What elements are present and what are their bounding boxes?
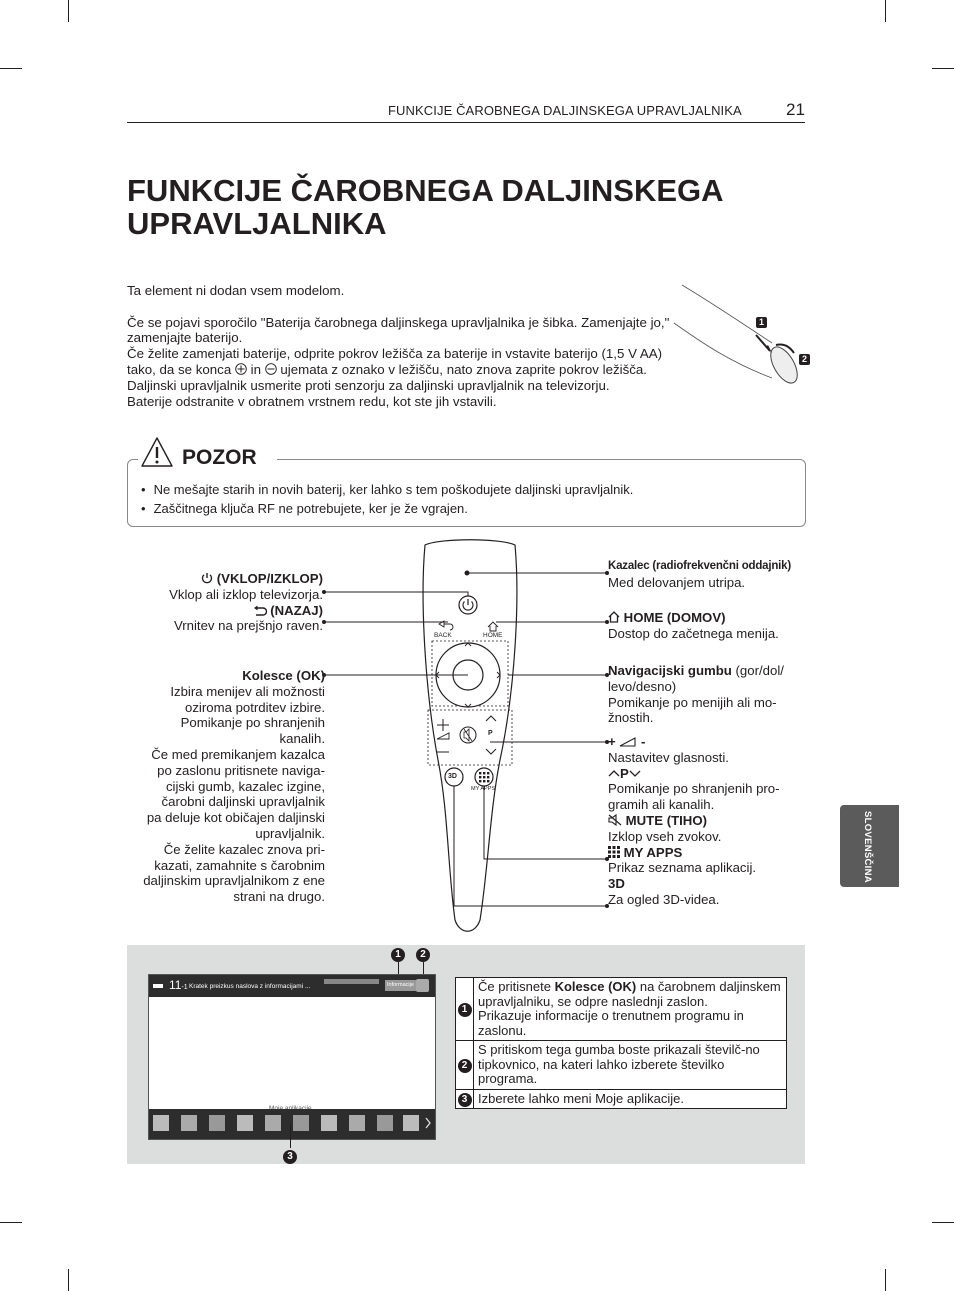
- table-row: [456, 1089, 787, 1109]
- row-number: 2: [458, 1059, 472, 1073]
- intro-p1: Ta element ni dodan vsem modelom.: [127, 283, 345, 298]
- app-icon[interactable]: [321, 1115, 337, 1131]
- page-title: [127, 174, 827, 240]
- remote-battery-illustration: [672, 283, 812, 393]
- page-number: 21: [786, 100, 805, 119]
- wheel-line: strani na drugo.: [233, 889, 325, 905]
- crop-mark: [68, 0, 69, 22]
- channel-main: 11: [169, 978, 182, 992]
- app-icon[interactable]: [237, 1115, 253, 1131]
- nav-line: levo/desno): [608, 678, 677, 694]
- p-desc: gramih ali kanalih.: [608, 797, 715, 813]
- back-desc: Vrnitev na prejšnjo raven.: [173, 618, 323, 634]
- wheel-line: pa deluje kot običajen daljinski: [146, 810, 325, 826]
- progress-bar: [324, 979, 379, 984]
- numpad-button[interactable]: [416, 979, 429, 992]
- remote-myapps-label: MY APPS: [471, 786, 496, 792]
- intro-p3c: ujemata z oznako v ležišču, nato znova zaprite pokrov ležišča. Daljinski upravljalnik usmerite proti senzorju za daljinski upravljalnik na televizorju.: [127, 361, 647, 393]
- channel-badge: [153, 984, 163, 988]
- my-apps-bar: [149, 1109, 435, 1139]
- title-line-2: UPRAVLJALNIKA: [127, 206, 387, 241]
- intro-p3b: in: [250, 361, 261, 377]
- myapps-title: MY APPS: [623, 844, 683, 860]
- wheel-line: oziroma potrditev izbire.: [185, 699, 325, 715]
- chevron-up-icon: [608, 769, 620, 778]
- row-text: na čarobnem daljinskem upravljalniku, se odpre naslednji zaslon.: [478, 979, 781, 1009]
- threed-label: 3D: [608, 876, 625, 892]
- chevron-down-icon: [629, 769, 641, 778]
- nav-title: Navigacijski gumbu: [608, 663, 732, 678]
- battery-step-2-marker: 2: [799, 354, 810, 365]
- vol-desc: Nastavitev glasnosti.: [608, 749, 729, 765]
- power-label: [130, 571, 323, 634]
- power-icon: [201, 572, 213, 584]
- screen-info-bar: [149, 975, 435, 997]
- row-text-cell: Izberete lahko meni Moje aplikacije.: [474, 1089, 787, 1109]
- volume-label: [608, 734, 823, 908]
- wheel-line: cijski gumb, kazalec izgine,: [165, 778, 325, 794]
- app-icon[interactable]: [377, 1115, 393, 1131]
- spacer: [127, 299, 682, 315]
- pointer-desc: Med delovanjem utripa.: [608, 574, 746, 590]
- row-text-cell: [474, 978, 787, 1041]
- table-row: [456, 978, 787, 1041]
- row-number: 3: [458, 1093, 472, 1107]
- caution-heading: [138, 436, 277, 468]
- wheel-line: Če želite kazalec znova pri-: [163, 841, 325, 857]
- back-icon: [253, 605, 267, 616]
- wheel-line: Če med premikanjem kazalca: [151, 746, 325, 762]
- crop-mark: [0, 68, 22, 69]
- crop-mark: [932, 68, 954, 69]
- marker-1: 1: [391, 948, 405, 962]
- wheel-line: Pomikanje po shranjenih: [180, 715, 325, 731]
- table-row: [456, 1041, 787, 1090]
- nav-line: Pomikanje po menijih ali mo-: [608, 694, 777, 710]
- home-desc: Dostop do začetnega menija.: [608, 625, 779, 641]
- language-side-tab: [840, 805, 899, 887]
- row-number: 1: [458, 1003, 472, 1017]
- app-icon[interactable]: [265, 1115, 281, 1131]
- intro-text: [127, 283, 682, 409]
- nav-title-rest: (gor/dol/: [735, 663, 784, 678]
- remote-p-label: P: [488, 730, 493, 737]
- crop-mark: [0, 1222, 22, 1223]
- info-button[interactable]: Informacije: [385, 980, 416, 991]
- intro-p4: Baterije odstranite v obratnem vrstnem redu, kot ste jih vstavili.: [127, 393, 497, 409]
- crop-mark: [885, 1269, 886, 1291]
- warning-icon: [140, 436, 174, 468]
- row-text-cell: S pritiskom tega gumba boste prikazali številč-no tipkovnico, na kateri lahko izberete številko programa.: [474, 1041, 787, 1090]
- battery-step-1-marker: 1: [756, 317, 767, 328]
- crop-mark: [68, 1269, 69, 1291]
- wheel-line: Izbira menijev ali možnosti: [170, 683, 325, 699]
- threed-desc: Za ogled 3D-videa.: [608, 891, 720, 907]
- home-label: [608, 610, 828, 642]
- vol-minus: -: [641, 734, 646, 749]
- volume-icon: [619, 736, 637, 747]
- wheel-line: upravljalnik.: [255, 825, 325, 841]
- home-title: HOME (DOMOV): [623, 610, 726, 625]
- row-text: Prikazuje informacije o trenutnem programu in zaslonu.: [478, 1008, 744, 1038]
- header-rule: [127, 122, 805, 123]
- wheel-line: daljinskim upravljalnikom z ene: [143, 873, 325, 889]
- power-desc: Vklop ali izklop televizorja.: [169, 586, 323, 602]
- channel-number: [169, 978, 188, 992]
- intro-p2: Če se pojavi sporočilo "Baterija čarobnega daljinskega upravljalnika je šibka. Zamenjajte jo," zamenjajte baterijo.: [127, 314, 670, 346]
- crop-mark: [932, 1222, 954, 1223]
- back-title: (NAZAJ): [270, 602, 323, 618]
- intro-p3: [127, 346, 682, 393]
- marker-3: 3: [283, 1150, 297, 1164]
- caution-item: • Ne mešajte starih in novih baterij, ker lahko s tem poškodujete daljinski upravljalnik.: [141, 480, 633, 499]
- wheel-line: čarobni daljinski upravljalnik: [161, 794, 325, 810]
- chevron-right-icon[interactable]: [424, 1117, 432, 1129]
- pointer-label: [608, 557, 823, 591]
- running-header: FUNKCIJE ČAROBNEGA DALJINSKEGA UPRAVLJALNIKA: [388, 103, 742, 118]
- p-desc: Pomikanje po shranjenih pro-: [608, 781, 780, 797]
- app-icon[interactable]: [181, 1115, 197, 1131]
- caution-item: • Zaščitnega ključa RF ne potrebujete, ker je že vgrajen.: [141, 499, 633, 518]
- p-label: P: [620, 765, 629, 781]
- plus-terminal-icon: [235, 363, 247, 375]
- app-icon[interactable]: [209, 1115, 225, 1131]
- row-text-bold: Kolesce (OK): [554, 979, 637, 994]
- nav-label: [608, 663, 818, 726]
- power-title: (VKLOP/IZKLOP): [216, 571, 323, 586]
- vol-plus: +: [608, 734, 616, 749]
- remote-back-label: BACK: [434, 632, 452, 639]
- mute-desc: Izklop vseh zvokov.: [608, 828, 722, 844]
- nav-line: žnostih.: [608, 710, 654, 726]
- language-label: SLOVENŠČINA: [862, 811, 873, 883]
- caution-box: [127, 446, 806, 527]
- app-icon[interactable]: [293, 1115, 309, 1131]
- row-number-cell: [456, 1089, 474, 1109]
- intro-p3a: Če želite zamenjati baterije, odprite pokrov ležišča za baterije in vstavite baterijo (1,5 V AA) tako, da se konca: [127, 346, 663, 377]
- row-number-cell: [456, 1041, 474, 1090]
- row-number-cell: [456, 978, 474, 1041]
- minus-terminal-icon: [265, 363, 277, 375]
- magic-remote-diagram: [320, 530, 620, 950]
- pointer-title: Kazalec (radiofrekvenčni oddajnik): [608, 560, 792, 572]
- program-title: Kratek preizkus naslova z informacijami ...: [189, 983, 311, 990]
- app-icon[interactable]: [153, 1115, 169, 1131]
- title-line-1: FUNKCIJE ČAROBNEGA DALJINSKEGA: [127, 173, 724, 208]
- my-apps-icon: [608, 846, 620, 858]
- channel-sub: -1: [181, 984, 188, 991]
- caution-title: POZOR: [182, 446, 257, 469]
- tv-screen-preview: [148, 974, 436, 1140]
- mute-title: MUTE (TIHO): [625, 812, 707, 828]
- wheel-line: kanalih.: [279, 731, 325, 747]
- row-text: Če pritisnete: [478, 979, 555, 994]
- remote-home-label: HOME: [483, 632, 503, 639]
- marker-line: [290, 1125, 291, 1148]
- battery-cover-figure: [672, 283, 812, 393]
- mute-icon: [608, 814, 622, 826]
- remote-3d-label: 3D: [448, 773, 457, 780]
- myapps-desc: Prikaz seznama aplikacij.: [608, 860, 757, 876]
- info-table: [455, 977, 787, 1109]
- wheel-line: po zaslonu pritisnete naviga-: [157, 762, 325, 778]
- app-icon[interactable]: [349, 1115, 365, 1131]
- wheel-line: kazati, zamahnite s čarobnim: [154, 857, 325, 873]
- wheel-label: [120, 668, 325, 905]
- marker-2: 2: [416, 948, 430, 962]
- wheel-title: Kolesce (OK): [242, 668, 325, 683]
- home-icon: [608, 611, 620, 623]
- app-icon[interactable]: [403, 1115, 419, 1131]
- crop-mark: [885, 0, 886, 22]
- caution-list: [141, 480, 633, 518]
